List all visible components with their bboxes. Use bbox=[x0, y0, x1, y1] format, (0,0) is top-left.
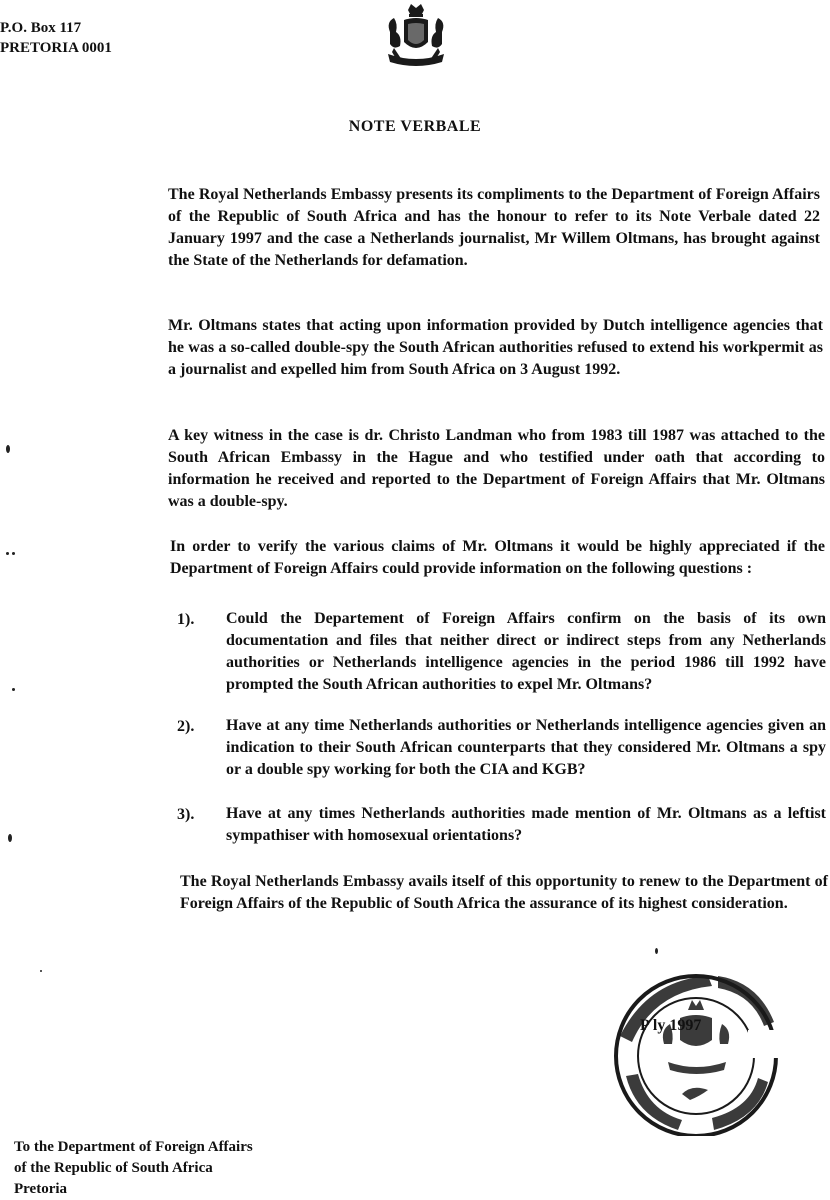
scan-speck bbox=[8, 834, 12, 842]
body-paragraph: Mr. Oltmans states that acting upon information provided by Dutch intelligence agencies that he was a so-called double-spy the South African authorities refused to extend his workpermit as a journalist and expelled him from South Africa on 3 August 1992. bbox=[168, 317, 823, 378]
question-text: Have at any times Netherlands authorities made mention of Mr. Oltmans as a leftist sympathiser with homosexual orientations? bbox=[226, 805, 826, 844]
page-title: NOTE VERBALE bbox=[348, 118, 482, 135]
closing-paragraph: The Royal Netherlands Embassy avails itself of this opportunity to renew to the Department of Foreign Affairs of the Republic of South Africa the assurance of its highest consideration. bbox=[180, 873, 828, 912]
sender-address bbox=[0, 18, 112, 58]
scan-speck bbox=[6, 552, 9, 555]
scan-speck bbox=[655, 948, 658, 954]
recipient-line: Pretoria bbox=[14, 1181, 68, 1197]
question-text: Have at any time Netherlands authorities or Netherlands intelligence agencies given an indication to their South African counterparts that they considered Mr. Oltmans a spy or a double spy working for both the CIA and KGB? bbox=[226, 717, 826, 778]
body-paragraph: In order to verify the various claims of Mr. Oltmans it would be highly appreciated if the Department of Foreign Affairs could provide information on the following questions : bbox=[170, 538, 825, 577]
recipient-line: of the Republic of South Africa bbox=[14, 1160, 213, 1176]
scan-speck bbox=[40, 970, 42, 972]
body-paragraph: The Royal Netherlands Embassy presents its compliments to the Department of Foreign Affairs of the Republic of South Africa and has the honour to refer to its Note Verbale dated 22 January 1997 and the case a Netherlands journalist, Mr Willem Oltmans, has brought against the State of the Netherlands for defamation. bbox=[168, 186, 820, 269]
seal-date-fragment: P ly 1997 bbox=[640, 1017, 702, 1034]
question-number: 1). bbox=[177, 611, 195, 628]
question-number: 3). bbox=[177, 806, 195, 823]
body-paragraph: A key witness in the case is dr. Christo Landman who from 1983 till 1987 was attached to the South African Embassy in the Hague and who testified under oath that according to information he received and reported to the Department of Foreign Affairs that Mr. Oltmans was a double-spy. bbox=[168, 427, 825, 510]
embassy-seal-stamp bbox=[608, 966, 818, 1136]
scan-speck bbox=[6, 445, 10, 453]
question-text: Could the Departement of Foreign Affairs confirm on the basis of its own documentation and files that neither direct or indirect steps from any Netherlands authorities or Netherlands intelligence agencies in the period 1986 till 1992 have prompted the South African authorities to expel Mr. Oltmans? bbox=[226, 610, 826, 693]
question-number: 2). bbox=[177, 718, 195, 735]
recipient-line: To the Department of Foreign Affairs bbox=[14, 1139, 253, 1155]
scan-speck bbox=[12, 688, 15, 691]
recipient-address bbox=[14, 1137, 253, 1200]
scan-speck bbox=[12, 552, 15, 555]
address-line: PRETORIA 0001 bbox=[0, 40, 112, 56]
address-line: P.O. Box 117 bbox=[0, 20, 82, 36]
royal-crest-icon bbox=[380, 2, 452, 74]
